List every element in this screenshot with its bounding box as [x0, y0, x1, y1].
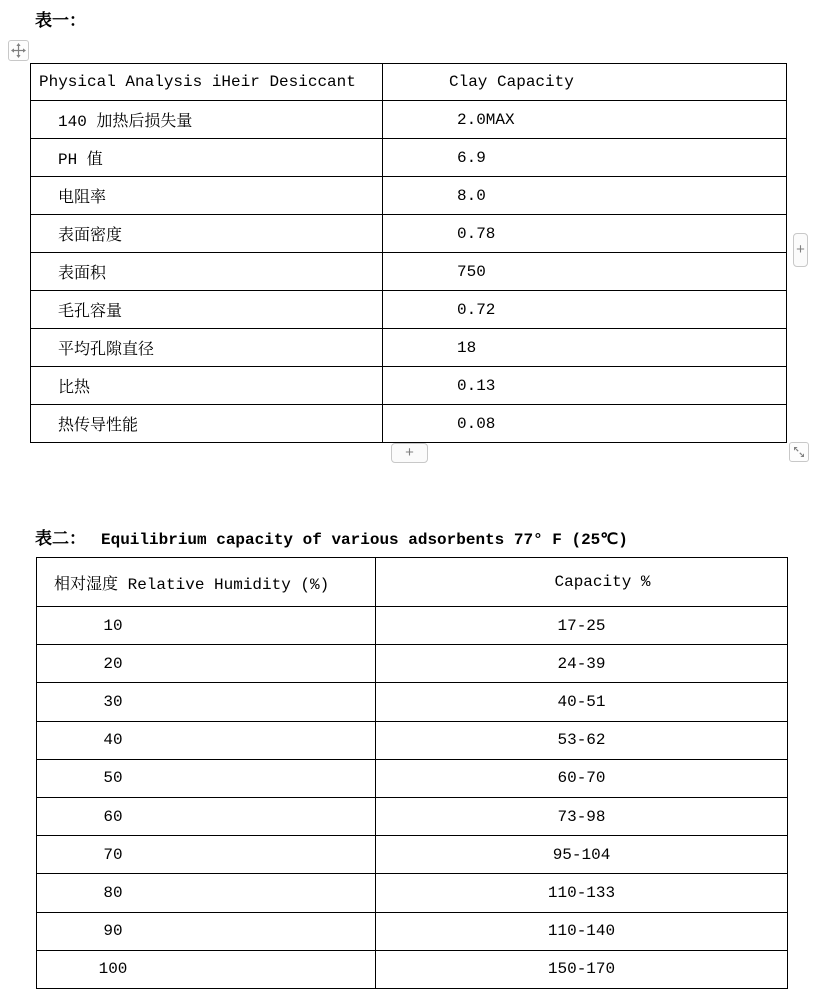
- table-row: [31, 367, 787, 405]
- table-cell[interactable]: 100: [37, 950, 376, 988]
- table-cell[interactable]: 40: [37, 721, 376, 759]
- table-cell[interactable]: 50: [37, 759, 376, 797]
- table-row: [31, 177, 787, 215]
- table-cell[interactable]: 8.0: [383, 177, 787, 215]
- table-row: [37, 912, 788, 950]
- table-cell[interactable]: 6.9: [383, 139, 787, 177]
- table-row: [31, 215, 787, 253]
- table-cell[interactable]: 24-39: [376, 645, 788, 683]
- table-row: [37, 645, 788, 683]
- move-icon: [11, 43, 26, 58]
- table-row: [31, 329, 787, 367]
- table-cell[interactable]: 10: [37, 607, 376, 645]
- table-row: [37, 683, 788, 721]
- plus-icon: +: [404, 444, 414, 462]
- table-row: [31, 405, 787, 443]
- table-row: [37, 874, 788, 912]
- table-cell[interactable]: PH 值: [31, 139, 383, 177]
- table-cell[interactable]: 电阻率: [31, 177, 383, 215]
- table-cell[interactable]: 0.13: [383, 367, 787, 405]
- table1-header-value[interactable]: Clay Capacity: [383, 64, 787, 101]
- table-row: [31, 139, 787, 177]
- table-cell[interactable]: 110-140: [376, 912, 788, 950]
- table-row: [37, 759, 788, 797]
- table2-caption-text: Equilibrium capacity of various adsorbents 77° F (25℃): [101, 531, 628, 549]
- table2-header-humidity[interactable]: 相对湿度 Relative Humidity (%): [37, 558, 376, 607]
- resize-expand-icon: [793, 446, 805, 458]
- table-cell[interactable]: 表面积: [31, 253, 383, 291]
- table-row: [31, 291, 787, 329]
- table-cell[interactable]: 表面密度: [31, 215, 383, 253]
- table-row: [37, 607, 788, 645]
- table-cell[interactable]: 150-170: [376, 950, 788, 988]
- table-cell[interactable]: 60: [37, 797, 376, 835]
- table-cell[interactable]: 53-62: [376, 721, 788, 759]
- table1-header-property[interactable]: Physical Analysis iHeir Desiccant: [31, 64, 383, 101]
- table-cell[interactable]: 70: [37, 836, 376, 874]
- table-cell[interactable]: 73-98: [376, 797, 788, 835]
- table-cell[interactable]: 平均孔隙直径: [31, 329, 383, 367]
- add-column-button[interactable]: [793, 233, 808, 267]
- table-cell[interactable]: 0.08: [383, 405, 787, 443]
- table-cell[interactable]: 0.78: [383, 215, 787, 253]
- table-cell[interactable]: 60-70: [376, 759, 788, 797]
- table-resize-handle[interactable]: [789, 442, 809, 462]
- table-header-row: [31, 64, 787, 101]
- add-row-button[interactable]: [391, 443, 428, 463]
- table-cell[interactable]: 110-133: [376, 874, 788, 912]
- table-cell[interactable]: 40-51: [376, 683, 788, 721]
- physical-analysis-table: [30, 63, 787, 443]
- table-cell[interactable]: 18: [383, 329, 787, 367]
- table-row: [37, 797, 788, 835]
- table-cell[interactable]: 90: [37, 912, 376, 950]
- table-row: [37, 836, 788, 874]
- table-cell[interactable]: 0.72: [383, 291, 787, 329]
- table-cell[interactable]: 95-104: [376, 836, 788, 874]
- table-cell[interactable]: 30: [37, 683, 376, 721]
- table2-header-capacity[interactable]: Capacity %: [376, 558, 788, 607]
- table2-caption-label: 表二：: [35, 531, 86, 550]
- table-row: [37, 721, 788, 759]
- table-cell[interactable]: 20: [37, 645, 376, 683]
- plus-icon: +: [795, 241, 805, 259]
- table-cell[interactable]: 750: [383, 253, 787, 291]
- table-cell[interactable]: 140 加热后损失量: [31, 101, 383, 139]
- table-cell[interactable]: 2.0MAX: [383, 101, 787, 139]
- table-cell[interactable]: 毛孔容量: [31, 291, 383, 329]
- table-row: [31, 253, 787, 291]
- table-move-handle[interactable]: [8, 40, 29, 61]
- table1-caption: 表一：: [35, 13, 86, 32]
- table2-caption: [35, 524, 628, 550]
- equilibrium-capacity-table: [36, 557, 788, 989]
- table-header-row: [37, 558, 788, 607]
- table-cell[interactable]: 80: [37, 874, 376, 912]
- table-row: [31, 101, 787, 139]
- table-row: [37, 950, 788, 988]
- table-cell[interactable]: 热传导性能: [31, 405, 383, 443]
- table-cell[interactable]: 比热: [31, 367, 383, 405]
- table-cell[interactable]: 17-25: [376, 607, 788, 645]
